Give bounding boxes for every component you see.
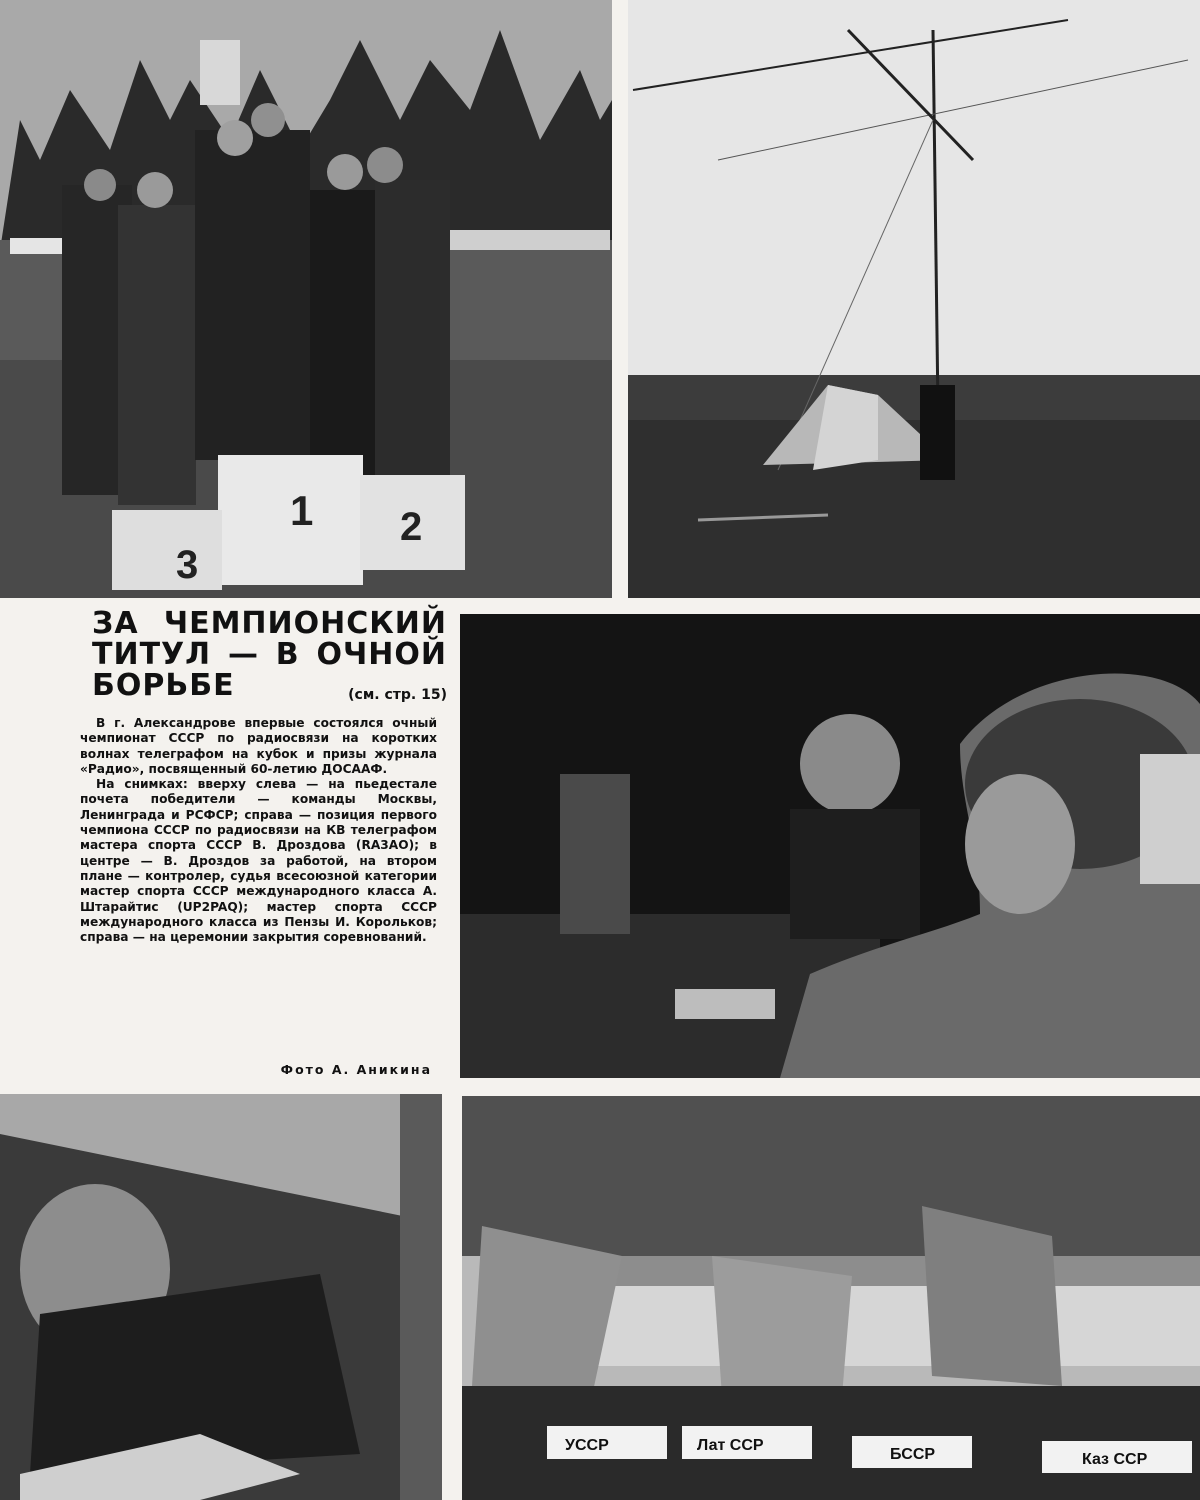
headline-word: ЧЕМПИОНСКИЙ <box>163 606 447 641</box>
article-body <box>80 716 437 945</box>
article-paragraph: В г. Александрове впервые состоялся очный чемпионат СССР по радиосвязи на коротких волнах телеграфом на кубок и призы журнала «Радио», посвященный 60-летию ДОСААФ. <box>80 716 437 776</box>
tent-operator-photo <box>0 1094 442 1500</box>
headline-word: — <box>227 637 259 672</box>
sign-latvian-ssr: Лат ССР <box>697 1437 764 1454</box>
podium-number-3: 3 <box>176 543 199 587</box>
sign-belarusian-ssr: БССР <box>890 1446 936 1463</box>
sign-ukrainian-ssr: УССР <box>565 1437 609 1454</box>
podium-number-1: 1 <box>290 487 314 534</box>
radio-operator-photo <box>460 614 1200 1078</box>
podium-photo <box>0 0 612 598</box>
photo-credit: Фото А. Аникина <box>280 1062 432 1077</box>
antenna-tent-photo <box>628 0 1200 598</box>
closing-ceremony-photo <box>462 1096 1200 1500</box>
headline-word: В <box>275 637 300 672</box>
photo-caption: На снимках: вверху слева — на пьедестале почета победители — команды Москвы, Ленинграда и РСФСР; справа — позиция первого чемпиона СССР по радиосвязи на КВ телеграфом мастера спорта СССР В. Дроздова (RA3AO); в центре — В. Дроздов за работой, на втором плане — контролер, судья всесоюзной категории мастер спорта СССР международного класса А. Штарайтис (UP2PAQ); мастер спорта СССР международного класса из Пензы И. Корольков; справа — на церемонии закрытия соревнований. <box>80 777 437 945</box>
headline-word: ОЧНОЙ <box>316 637 447 672</box>
podium-number-2: 2 <box>400 505 423 549</box>
article-headline <box>92 608 447 711</box>
page-reference: (см. стр. 15) <box>348 687 447 703</box>
sign-kazakh-ssr: Каз ССР <box>1082 1451 1148 1468</box>
headline-word: БОРЬБЕ <box>92 668 235 703</box>
headline-word: ЗА <box>92 606 139 641</box>
headline-word: ТИТУЛ <box>92 637 212 672</box>
